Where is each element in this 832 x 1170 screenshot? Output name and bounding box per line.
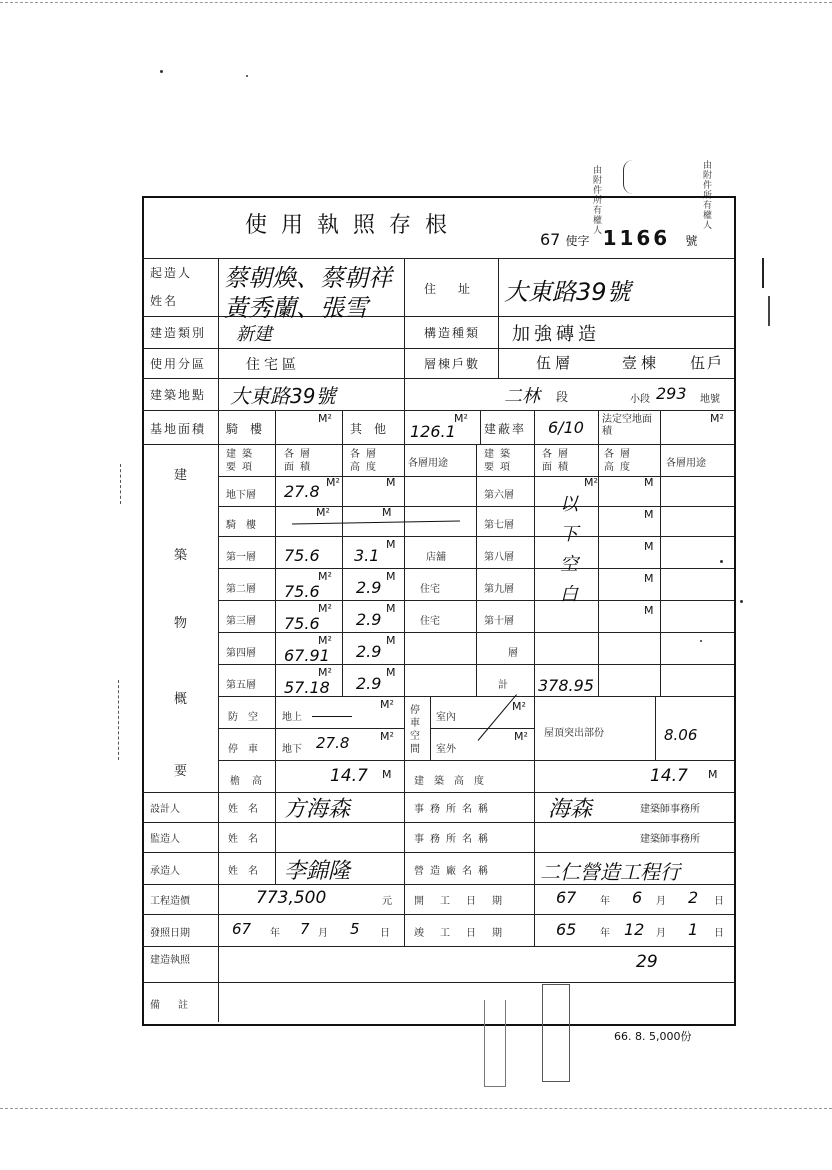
rule [142, 378, 734, 379]
contractor-company-value: 二仁營造工程行 [540, 860, 680, 884]
rule [660, 444, 661, 696]
unit-m: M [386, 666, 396, 679]
finish-month: 12 [624, 920, 645, 939]
contractor-value: 李錦隆 [284, 859, 351, 884]
rule [404, 444, 405, 696]
rule [430, 696, 431, 760]
rule [404, 884, 405, 946]
air-defense-label: 防空 [228, 712, 268, 723]
f1-use: 店舖 [426, 552, 446, 563]
parking-label: 停車 [228, 744, 268, 755]
rule [342, 410, 343, 444]
scan-speck [720, 560, 723, 563]
unit-m: M [644, 508, 654, 521]
eaves-height-label: 檐高 [230, 776, 274, 787]
f4-label: 第四層 [226, 648, 256, 659]
address-value: 大東路39號 [504, 278, 631, 306]
applicant-label: 起造人 [150, 266, 193, 280]
designer-name-label: 姓名 [228, 804, 268, 815]
building-height-label: 建築高度 [414, 776, 494, 787]
cost-value: 773,500 [256, 888, 327, 908]
unit-m2: M² [316, 506, 330, 519]
floor-col-header-2: 建築要項 [484, 449, 516, 473]
unit-m: M [382, 768, 392, 781]
unit-m: M [644, 604, 654, 617]
f2-height: 2.9 [356, 578, 382, 597]
bottom-scan-line [0, 1108, 832, 1109]
rule [142, 792, 734, 793]
name-label: 姓名 [150, 294, 179, 308]
rule [404, 696, 405, 760]
address-label: 住址 [424, 282, 493, 296]
start-date-label: 開工日期 [414, 896, 518, 907]
unit-m: M [386, 634, 396, 647]
ground-dash [312, 716, 352, 717]
contractor-name-label: 姓名 [228, 866, 268, 877]
building-label-1: 建 [174, 468, 190, 483]
unit-m2: M² [512, 700, 526, 713]
unit-m2: M² [584, 476, 598, 489]
license-no-value: 29 [636, 952, 658, 972]
rule [404, 760, 405, 792]
footer-note: 66. 8. 5,000份 [614, 1030, 692, 1043]
company-name-label: 營造廠名稱 [414, 866, 494, 877]
rule [534, 444, 535, 792]
eaves-height-value: 14.7 [330, 766, 368, 786]
unit-m2: M² [318, 602, 332, 615]
rule [598, 410, 599, 444]
office-name-label: 事務所名稱 [414, 804, 494, 815]
indoor-label: 室內 [436, 712, 456, 723]
f5-height: 2.9 [356, 674, 382, 693]
rule [430, 728, 534, 729]
start-day: 2 [688, 888, 699, 907]
basement-area: 27.8 [284, 482, 320, 501]
supervisor-label: 監造人 [150, 834, 180, 845]
side-stamp-2: 由附件所有權人 [701, 160, 711, 230]
finish-month-label: 月 [656, 928, 666, 939]
f5-area: 57.18 [284, 678, 330, 697]
yuan-label: 元 [382, 896, 392, 907]
rule [142, 348, 734, 349]
parking-space-label: 停車空間 [410, 705, 420, 755]
scan-speck [246, 75, 248, 77]
edge-mark [756, 296, 770, 326]
f3-label: 第三層 [226, 616, 256, 627]
lot-label: 地號 [700, 394, 720, 405]
f1-height: 3.1 [354, 546, 380, 565]
f4-area: 67.91 [284, 646, 330, 665]
top-scan-line [0, 2, 832, 3]
rule [142, 982, 734, 983]
finish-day-label: 日 [714, 928, 724, 939]
rule [534, 884, 535, 946]
other-label: 其他 [350, 422, 399, 436]
coverage-label: 建蔽率 [484, 422, 527, 436]
unit-m: M [708, 768, 718, 781]
f10-label: 第十層 [484, 616, 514, 627]
rule [480, 410, 481, 444]
f1-area: 75.6 [284, 546, 320, 565]
unit-m2: M² [318, 412, 332, 425]
unit-m2: M² [318, 666, 332, 679]
license-note-label: 建造執照 [150, 955, 190, 966]
f9-label: 第九層 [484, 584, 514, 595]
unit-m: M [386, 570, 396, 583]
rule [476, 444, 477, 696]
f1-label: 第一層 [226, 552, 256, 563]
rule [142, 946, 734, 947]
issue-date-label: 發照日期 [150, 928, 190, 939]
unit-m: M [644, 572, 654, 585]
rule [275, 410, 276, 444]
f2-label: 第二層 [226, 584, 256, 595]
rule [655, 696, 656, 760]
area-col-header-2: 各層面積 [542, 449, 574, 473]
finish-year: 65 [556, 920, 577, 939]
f2-area: 75.6 [284, 582, 320, 601]
rule [142, 822, 734, 823]
rule [534, 792, 535, 884]
use-col-header: 各層用途 [408, 458, 448, 469]
unit-m2: M² [318, 570, 332, 583]
rule [534, 410, 535, 444]
f3-use: 住宅 [420, 616, 440, 627]
unit-m: M [386, 538, 396, 551]
rule [218, 728, 404, 729]
applicant-names-1: 蔡朝煥、蔡朝祥 [224, 264, 392, 292]
rule [660, 410, 661, 444]
height-col-header: 各層高度 [350, 449, 382, 473]
rule [598, 444, 599, 696]
architect-office-label: 建築師事務所 [640, 804, 700, 815]
issue-year: 67 [232, 920, 252, 938]
section-label: 段 [556, 390, 571, 404]
floors-value: 伍層 [536, 354, 575, 372]
rule [275, 792, 276, 884]
finish-day: 1 [688, 920, 699, 939]
unit-m: M [644, 540, 654, 553]
rule [404, 792, 405, 884]
issue-month: 7 [300, 920, 310, 938]
side-stamp-1: 由附件所有權人 [591, 165, 601, 235]
lot-value: 293 [656, 384, 687, 403]
f8-label: 第八層 [484, 552, 514, 563]
issue-day: 5 [350, 920, 360, 938]
ground-label: 地上 [282, 712, 302, 723]
arcade-row-label: 騎樓 [226, 520, 266, 531]
start-day-label: 日 [714, 896, 724, 907]
rule [218, 760, 734, 761]
scan-speck [160, 70, 163, 73]
unit-m2: M² [514, 730, 528, 743]
structure-type-value: 加強磚造 [512, 324, 600, 345]
design-office-value: 海森 [548, 797, 593, 822]
start-year-label: 年 [600, 896, 610, 907]
edge-mark [748, 258, 764, 288]
building-height-value: 14.7 [650, 766, 688, 786]
rule [142, 444, 734, 445]
side-bracket [623, 160, 634, 194]
number-mid: 使字 [565, 234, 590, 248]
f3-area: 75.6 [284, 614, 320, 633]
building-class-label: 建造類別 [150, 326, 207, 340]
building-label-4: 概 [174, 692, 190, 707]
rule [142, 410, 734, 411]
other-area-value: 126.1 [410, 422, 456, 441]
supervisor-office-label: 事務所名稱 [414, 834, 494, 845]
number-value: 1166 [602, 226, 671, 250]
site-location-value: 大東路39號 [230, 384, 336, 408]
unit-m: M [644, 476, 654, 489]
floor-label: 層 [508, 648, 518, 659]
unit-m2: M² [326, 476, 340, 489]
height-col-header-2: 各層高度 [604, 449, 636, 473]
rule [218, 258, 219, 1022]
site-area-label: 基地面積 [150, 422, 207, 436]
number-suffix: 號 [685, 234, 698, 248]
rule [404, 258, 405, 444]
remarks-label: 備註 [150, 1000, 206, 1011]
issue-day-label: 日 [380, 928, 390, 939]
applicant-names-2: 黃秀蘭、張雪 [224, 294, 368, 322]
building-label-5: 要 [174, 764, 190, 779]
floor-col-header: 建築要項 [226, 449, 258, 473]
use-col-header-2: 各層用途 [666, 458, 706, 469]
unit-m2: M² [318, 634, 332, 647]
seal-stamp [542, 984, 570, 1082]
f2-use: 住宅 [420, 584, 440, 595]
buildings-value: 壹棟 [622, 354, 661, 372]
margin-mark [118, 680, 149, 760]
unit-m2: M² [380, 730, 394, 743]
households-value: 伍戶 [690, 354, 725, 372]
legal-open-area-label: 法定空地面積 [602, 414, 652, 437]
rule [142, 852, 734, 853]
f6-label: 第六層 [484, 490, 514, 501]
unit-m: M [382, 506, 392, 519]
start-month-label: 月 [656, 896, 666, 907]
license-number [540, 226, 697, 250]
issue-year-label: 年 [270, 928, 280, 939]
cost-label: 工程造價 [150, 896, 190, 907]
scan-speck [740, 600, 743, 603]
rule [342, 444, 343, 696]
use-zone-value: 住宅區 [246, 357, 300, 373]
area-col-header: 各層面積 [284, 449, 316, 473]
basement-label: 地下層 [226, 490, 256, 501]
f4-height: 2.9 [356, 642, 382, 661]
f7-label: 第七層 [484, 520, 514, 531]
finish-year-label: 年 [600, 928, 610, 939]
subsection-label: 小段 [630, 394, 650, 405]
roof-projection-label: 屋頂突出部份 [544, 728, 604, 739]
contractor-label: 承造人 [150, 866, 180, 877]
outdoor-label: 室外 [436, 744, 456, 755]
supervisor-name-label: 姓名 [228, 834, 268, 845]
use-zone-label: 使用分區 [150, 357, 207, 371]
unit-m: M [386, 476, 396, 489]
site-section-value: 二林 [504, 386, 540, 407]
site-location-label: 建築地點 [150, 388, 207, 402]
f6-to-10-note: 以下空白 [560, 494, 578, 605]
margin-mark [120, 464, 141, 504]
coverage-value: 6/10 [548, 418, 584, 437]
building-label-2: 築 [174, 548, 190, 563]
total-area: 378.95 [538, 676, 594, 695]
start-month: 6 [632, 888, 643, 907]
f3-height: 2.9 [356, 610, 382, 629]
issue-month-label: 月 [318, 928, 328, 939]
underground-label: 地下 [282, 744, 302, 755]
designer-value: 方海森 [284, 797, 351, 822]
building-class-value: 新建 [236, 324, 272, 345]
start-year: 67 [556, 888, 577, 907]
floors-households-label: 層棟戶數 [424, 357, 481, 371]
finish-date-label: 竣工日期 [414, 928, 518, 939]
structure-type-label: 構造種類 [424, 326, 481, 340]
unit-m2: M² [380, 698, 394, 711]
form-title: 使用執照存根 [245, 213, 462, 238]
f5-label: 第五層 [226, 680, 256, 691]
rule [498, 348, 499, 378]
unit-m: M [386, 602, 396, 615]
roof-projection-value: 8.06 [664, 726, 698, 744]
supervisor-architect-label: 建築師事務所 [640, 834, 700, 845]
total-label: 計 [498, 680, 508, 691]
rule [142, 914, 734, 915]
unit-m2: M² [710, 412, 724, 425]
arcade-label: 騎樓 [226, 422, 275, 436]
seal-stamp [484, 1000, 506, 1087]
rule [498, 258, 499, 348]
building-label-3: 物 [174, 616, 190, 631]
unit-m2: M² [454, 412, 468, 425]
designer-label: 設計人 [150, 804, 180, 815]
number-prefix: 67 [540, 230, 561, 249]
parking-underground-value: 27.8 [316, 734, 350, 752]
scan-speck [700, 640, 702, 642]
rule [275, 444, 276, 792]
